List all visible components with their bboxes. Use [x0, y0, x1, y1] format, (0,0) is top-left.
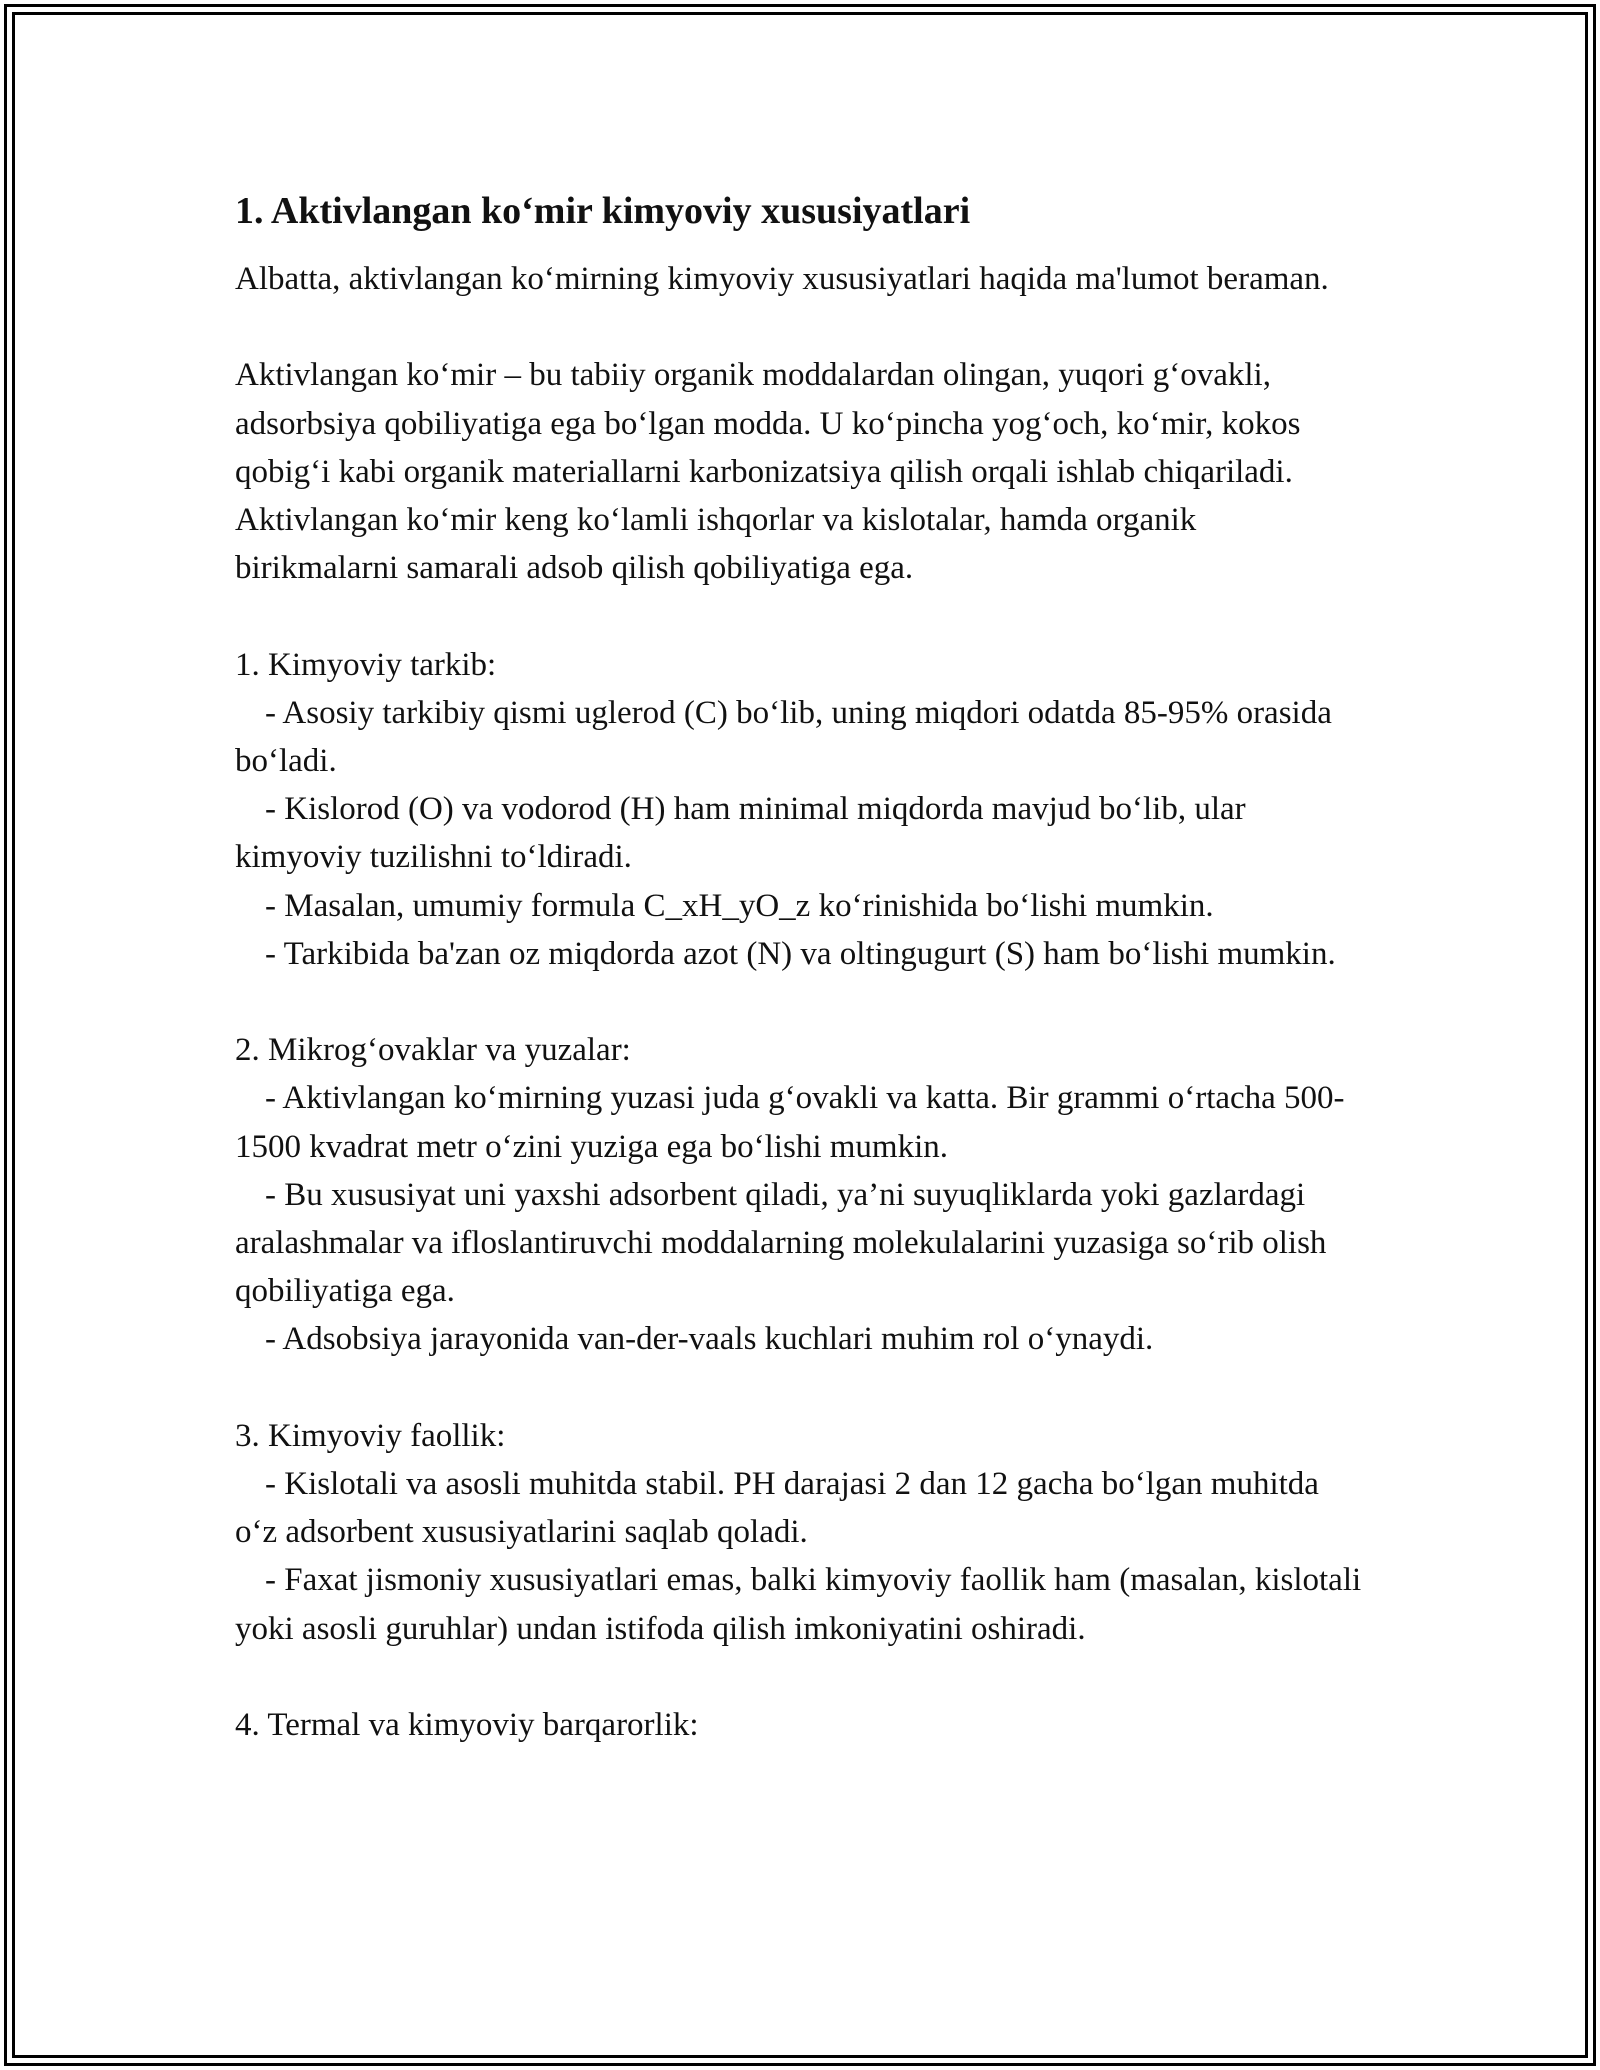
document-heading: 1. Aktivlangan ko‘mir kimyoviy xususiyatlari: [235, 190, 971, 232]
list-item: - Bu xususiyat uni yaxshi adsorbent qiladi, ya’ni suyuqliklarda yoki gazlardagi aralashmalar va ifloslantiruvchi moddalarning molekulalarini yuzasiga so‘rib olish qobiliyatiga ega.: [235, 1176, 1327, 1310]
section-title: 2. Mikrog‘ovaklar va yuzalar:: [235, 1032, 631, 1069]
paragraph-gap: [235, 303, 1365, 351]
section-1: [235, 641, 1365, 978]
document-page: [235, 185, 1365, 1749]
paragraph-gap: [235, 1364, 1365, 1412]
section-title: 4. Termal va kimyoviy barqarorlik:: [235, 1707, 699, 1744]
list-item: - Faxat jismoniy xususiyatlari emas, balki kimyoviy faollik ham (masalan, kislotali yoki asosli guruhlar) undan istifoda qilish imkoniyatini oshiradi.: [235, 1562, 1362, 1647]
intro-paragraph: Albatta, aktivlangan ko‘mirning kimyoviy xususiyatlari haqida ma'lumot beraman.: [235, 261, 1329, 297]
list-item: - Kislorod (O) va vodorod (H) ham minimal miqdorda mavjud bo‘lib, ular kimyoviy tuzilishni to‘ldiradi.: [235, 791, 1246, 876]
paragraph-gap: [235, 978, 1365, 1026]
section-title: 1. Kimyoviy tarkib:: [235, 646, 497, 683]
paragraph-gap: [235, 592, 1365, 640]
list-item: - Masalan, umumiy formula C_xH_yO_z ko‘rinishida bo‘lishi mumkin.: [265, 887, 1214, 924]
overview-paragraph: Aktivlangan ko‘mir – bu tabiiy organik moddalardan olingan, yuqori g‘ovakli, adsorbsiya qobiliyatiga ega bo‘lgan modda. U ko‘pincha yog‘och, ko‘mir, kokos qobig‘i kabi organik materiallarni karbonizatsiya qilish orqali ishlab chiqariladi. Aktivlangan ko‘mir keng ko‘lamli ishqorlar va kislotalar, hamda organik birikmalarni samarali adsob qilish qobiliyatiga ega.: [235, 357, 1301, 587]
list-item: - Asosiy tarkibiy qismi uglerod (C) bo‘lib, uning miqdori odatda 85-95% orasida bo‘ladi.: [235, 694, 1332, 779]
section-title: 3. Kimyoviy faollik:: [235, 1417, 506, 1454]
list-item: - Kislotali va asosli muhitda stabil. PH darajasi 2 dan 12 gacha bo‘lgan muhitda o‘z adsorbent xususiyatlarini saqlab qoladi.: [235, 1466, 1319, 1551]
paragraph-gap: [235, 1653, 1365, 1701]
section-4: [235, 1701, 1365, 1749]
list-item: - Aktivlangan ko‘mirning yuzasi juda g‘ovakli va katta. Bir grammi o‘rtacha 500-1500 kvadrat metr o‘zini yuziga ega bo‘lishi mumkin.: [235, 1080, 1345, 1165]
section-3: [235, 1412, 1365, 1653]
section-2: [235, 1026, 1365, 1363]
list-item: - Adsobsiya jarayonida van-der-vaals kuchlari muhim rol o‘ynaydi.: [265, 1321, 1154, 1358]
list-item: - Tarkibida ba'zan oz miqdorda azot (N) va oltingugurt (S) ham bo‘lishi mumkin.: [265, 935, 1336, 972]
